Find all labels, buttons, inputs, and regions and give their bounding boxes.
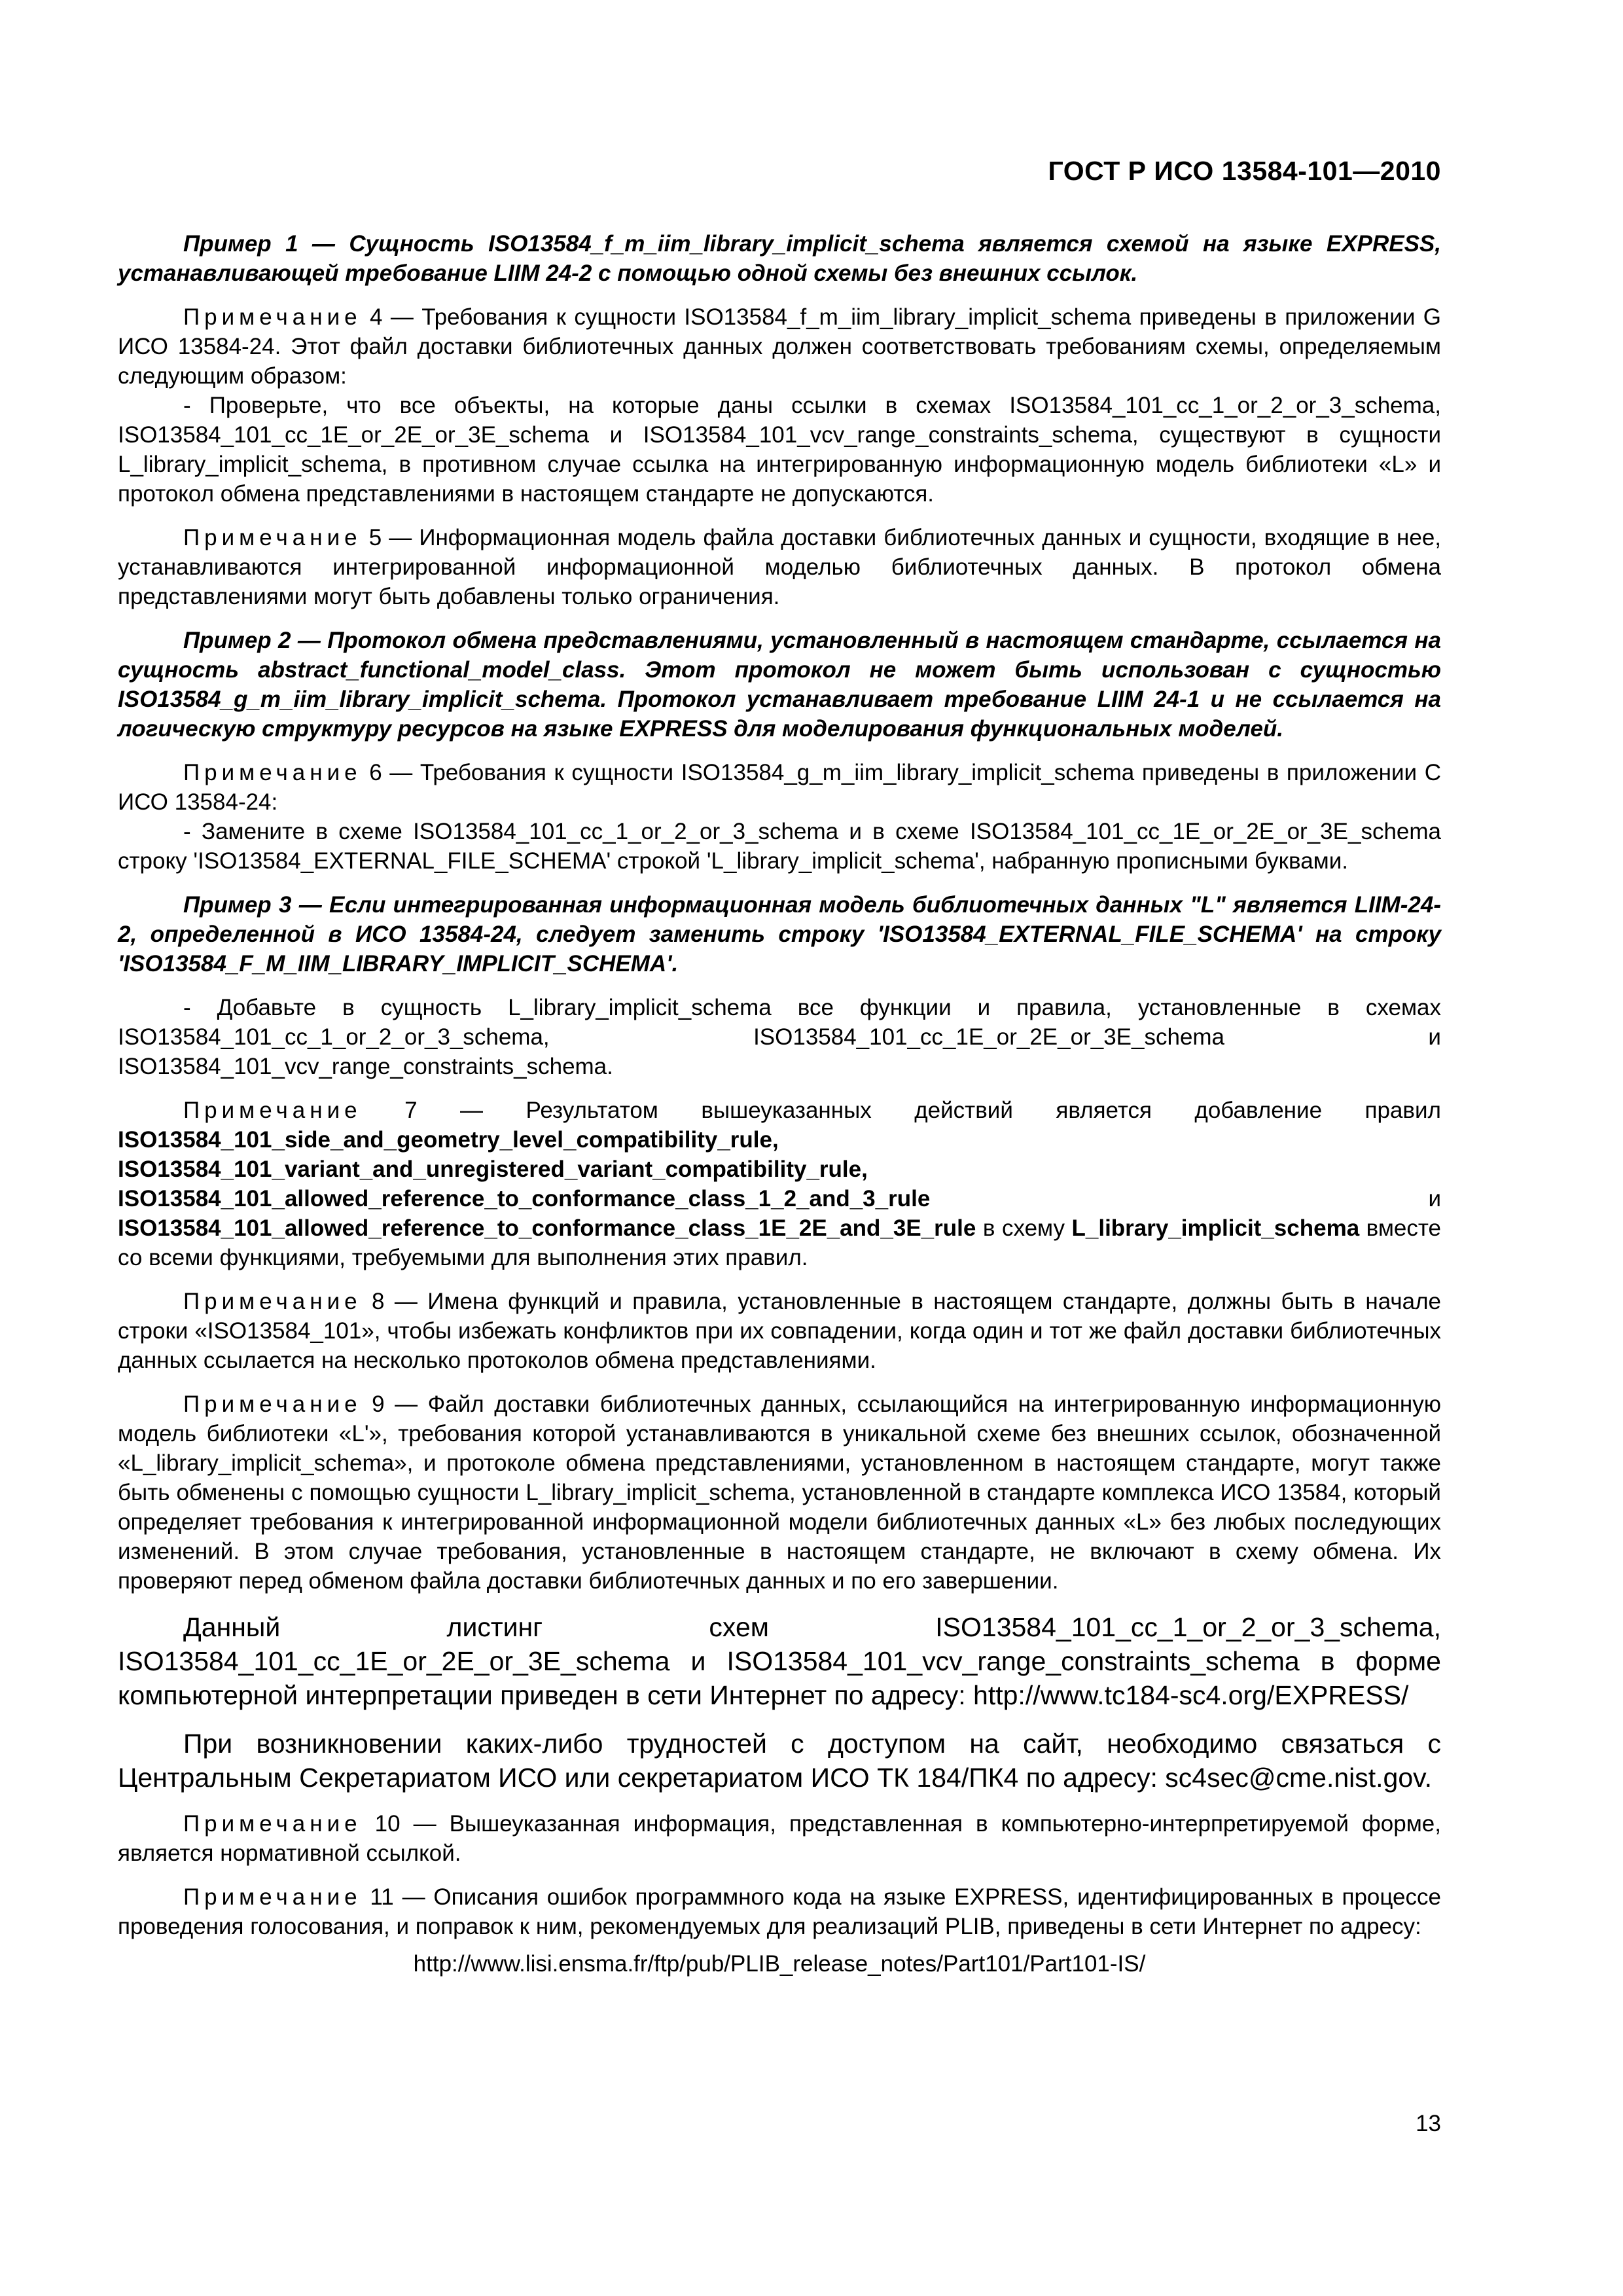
note-9 — [118, 1390, 1441, 1596]
note-7 — [118, 1096, 1441, 1272]
page-number: 13 — [1416, 2111, 1441, 2136]
note-11 — [118, 1882, 1441, 1941]
note-text: 4 — Требования к сущности ISO13584_f_m_iim_library_implicit_schema приведены в приложении G ИСО 13584-24. Этот файл доставки библиотечных данных должен соответствовать требованиям схемы, определяемым следующим образом: — [118, 304, 1441, 389]
schema-name: L_library_implicit_schema — [1071, 1215, 1360, 1241]
note-6 — [118, 758, 1441, 817]
contact-paragraph: При возникновении каких-либо трудностей с доступом на сайт, необходимо связаться с Центральным Секретариатом ИСО или секретариатом ИСО ТК 184/ПК4 по адресу: sc4sec@cme.nist.gov. — [118, 1729, 1441, 1793]
note-text: 7 — Результатом вышеуказанных действий является добавление правил — [404, 1098, 1441, 1123]
note-label: Примечание — [183, 1884, 362, 1910]
note-text: 8 — Имена функций и правила, установленные в настоящем стандарте, должны быть в начале строки «ISO13584_101», чтобы избежать конфликтов при их совпадении, когда один и тот же файл доставки библиотечных данных ссылается на несколько протоколов обмена представлениями. — [118, 1289, 1441, 1373]
example-3: Пример 3 — Если интегрированная информационная модель библиотечных данных "L" является LIIM-24-2, определенной в ИСО 13584-24, следует заменить строку 'ISO13584_EXTERNAL_FILE_SCHEMA' на строку 'ISO13584_F_M_IIM_LIBRARY_IMPLICIT_SCHEMA'. — [118, 892, 1441, 977]
note-text: вместе со всеми функциями, требуемыми для выполнения этих правил. — [118, 1215, 1441, 1270]
listing-paragraph: Данный листинг схем ISO13584_101_cc_1_or_2_or_3_schema, ISO13584_101_cc_1E_or_2E_or_3E_schema и ISO13584_101_vcv_range_constraints_schema в форме компьютерной интерпретации приведен в сети Интернет по адресу: http://www.tc184-sc4.org/EXPRESS/ — [118, 1612, 1441, 1710]
note-4 — [118, 302, 1441, 391]
note-label: Примечание — [183, 525, 362, 550]
note-10 — [118, 1809, 1441, 1868]
example-1: Пример 1 — Сущность ISO13584_f_m_iim_library_implicit_schema является схемой на языке EXPRESS, устанавливающей требование LIIM 24-2 с помощью одной схемы без внешних ссылок. — [118, 231, 1441, 286]
example-2: Пример 2 — Протокол обмена представлениями, установленный в настоящем стандарте, ссылается на сущность abstract_functional_model_class. Этот протокол не может быть использован с сущностью ISO13584_g_m_iim_library_implicit_schema. Протокол устанавливает требование LIIM 24-1 и не ссылается на логическую структуру ресурсов на языке EXPRESS для моделирования функциональных моделей. — [118, 628, 1441, 742]
note-label: Примечание — [183, 304, 362, 330]
note-text: 10 — Вышеуказанная информация, представленная в компьютерно-интерпретируемой форме, является нормативной ссылкой. — [118, 1811, 1441, 1866]
note-text: 5 — Информационная модель файла доставки библиотечных данных и сущности, входящие в нее, устанавливаются интегрированной информационной моделью библиотечных данных. В протокол обмена представлениями могут быть добавлены только ограничения. — [118, 525, 1442, 609]
note-text: 11 — Описания ошибок программного кода на языке EXPRESS, идентифицированных в процессе проведения голосования, и поправок к ним, рекомендуемых для реализаций PLIB, приведены в сети Интернет по адресу: — [118, 1884, 1441, 1939]
note-label: Примечание — [183, 1391, 362, 1417]
plib-url: http://www.lisi.ensma.fr/ftp/pub/PLIB_release_notes/Part101/Part101-IS/ — [413, 1951, 1146, 1977]
note-label: Примечание — [183, 1098, 362, 1123]
note-5 — [118, 523, 1441, 611]
note-text: в схему — [976, 1215, 1072, 1241]
note-text: и — [930, 1186, 1441, 1211]
note-8 — [118, 1287, 1441, 1375]
note-6-item: - Замените в схеме ISO13584_101_cc_1_or_2_or_3_schema и в схеме ISO13584_101_cc_1E_or_2E_or_3E_schema строку 'ISO13584_EXTERNAL_FILE_SCHEMA' строкой 'L_library_implicit_schema', набранную прописными буквами. — [118, 819, 1441, 874]
note-label: Примечание — [183, 1811, 362, 1837]
add-functions-item: - Добавьте в сущность L_library_implicit_schema все функции и правила, установленные в схемах ISO13584_101_cc_1_or_2_or_3_schema, ISO13584_101_cc_1E_or_2E_or_3E_schema и ISO13584_101_vcv_range_constraints_schema. — [118, 995, 1441, 1079]
content — [118, 229, 1441, 1993]
rule-name: ISO13584_101_allowed_reference_to_conformance_class_1E_2E_and_3E_rule — [118, 1215, 976, 1241]
note-text: 6 — Требования к сущности ISO13584_g_m_iim_library_implicit_schema приведены в приложении С ИСО 13584-24: — [118, 760, 1441, 815]
note-label: Примечание — [183, 760, 362, 785]
note-label: Примечание — [183, 1289, 362, 1314]
document-header: ГОСТ Р ИСО 13584-101—2010 — [1048, 156, 1441, 186]
rule-names: ISO13584_101_side_and_geometry_level_compatibility_rule, ISO13584_101_variant_and_unregistered_variant_compatibility_rule, ISO13584_101_allowed_reference_to_conformance_class_1_2_and_3_rule — [118, 1127, 931, 1211]
note-4-item: - Проверьте, что все объекты, на которые даны ссылки в схемах ISO13584_101_cc_1_or_2_or_3_schema, ISO13584_101_cc_1E_or_2E_or_3E_schema и ISO13584_101_vcv_range_constraints_schema, существуют в сущности L_library_implicit_schema, в противном случае ссылка на интегрированную информационную модель библиотеки «L» и протокол обмена представлениями в настоящем стандарте не допускаются. — [118, 393, 1441, 507]
note-text: 9 — Файл доставки библиотечных данных, ссылающийся на интегрированную информационную модель библиотеки «L'», требования которой устанавливаются в уникальной схеме без внешних ссылок, обозначенной «L_library_implicit_schema», и протоколе обмена представлениями, установленном в настоящем стандарте, могут также быть обменены с помощью сущности L_library_implicit_schema, установленной в стандарте комплекса ИСО 13584, который определяет требования к интегрированной информационной модели библиотечных данных «L» без любых последующих изменений. В этом случае требования, установленные в настоящем стандарте, не включают в схему обмена. Их проверяют перед обменом файла доставки библиотечных данных и по его завершении. — [118, 1391, 1441, 1594]
